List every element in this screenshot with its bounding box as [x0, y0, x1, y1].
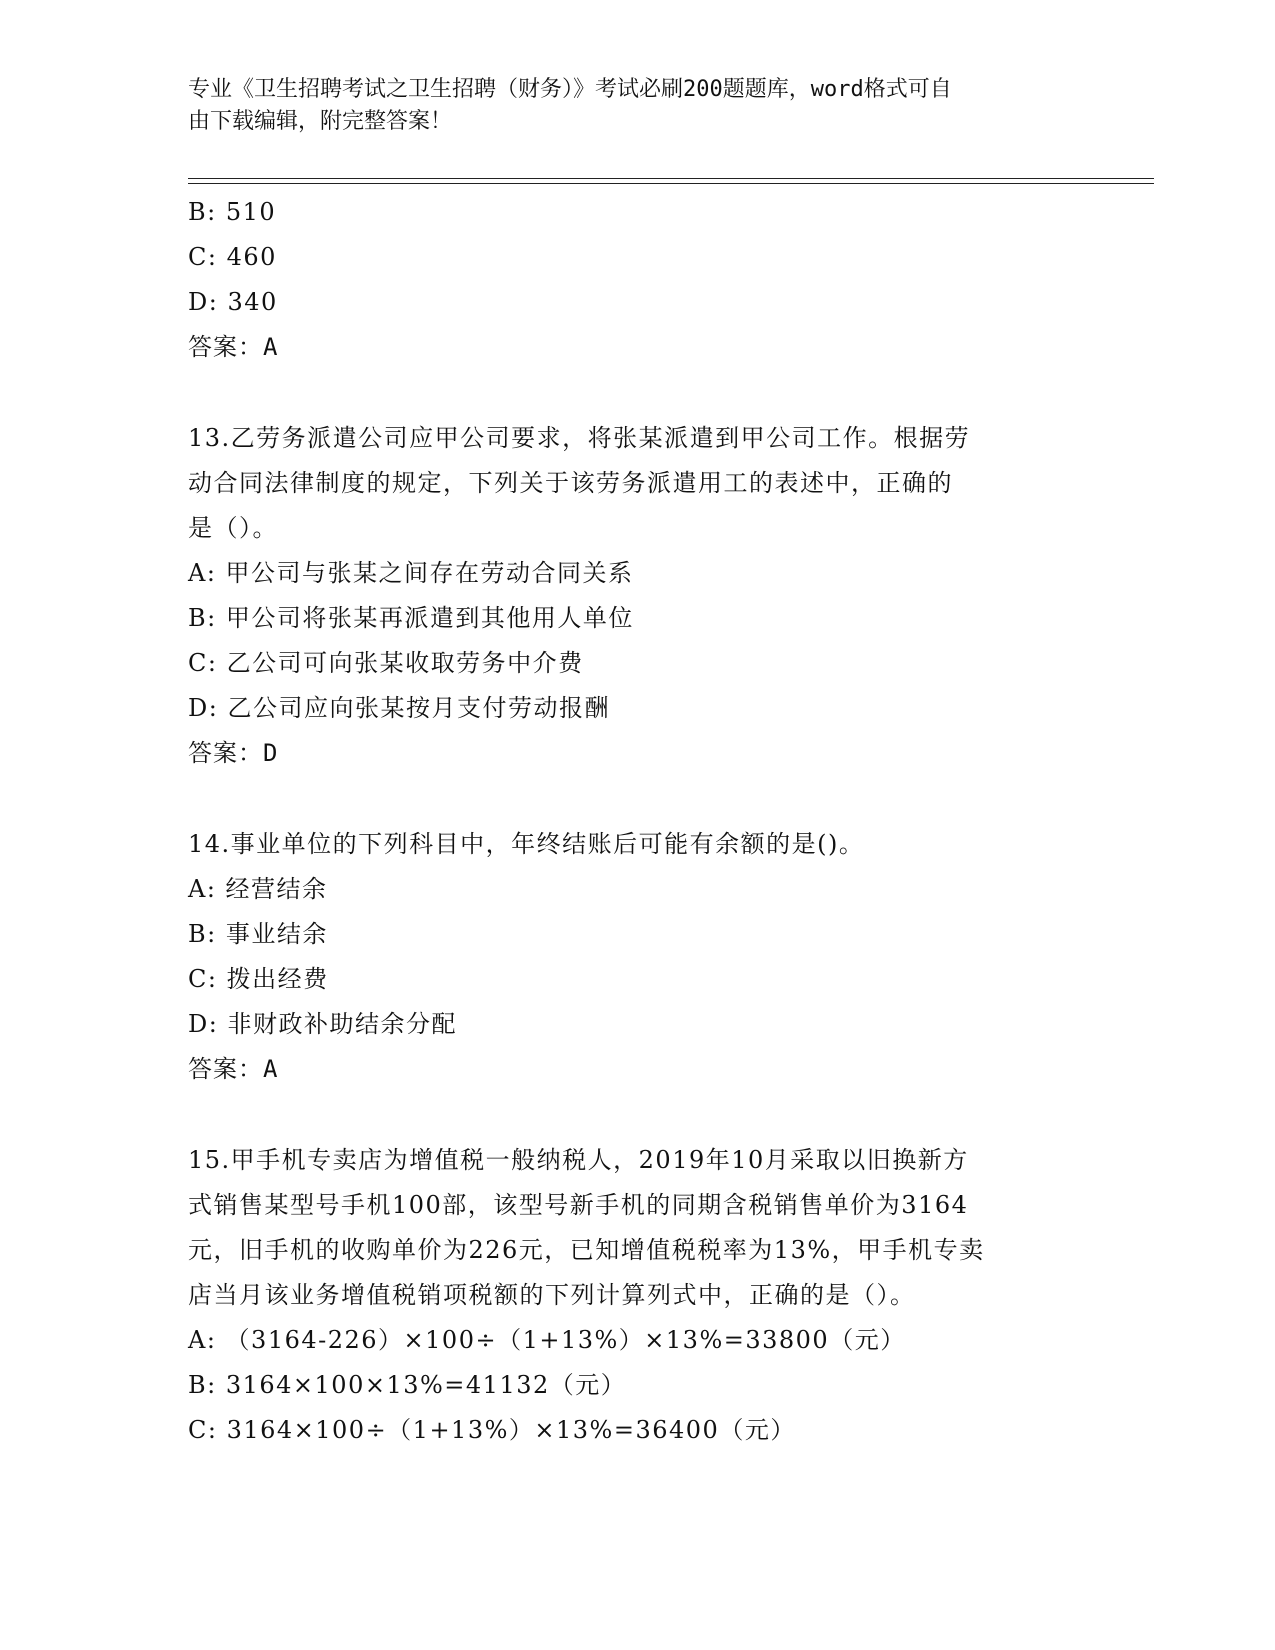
- answer: 答案：D: [188, 739, 279, 767]
- question-stem: 动合同法律制度的规定，下列关于该劳务派遣用工的表述中，正确的: [188, 469, 953, 497]
- question-stem: 15.甲手机专卖店为增值税一般纳税人，2019年10月采取以旧换新方: [188, 1146, 969, 1174]
- option-a: A: 经营结余: [188, 875, 328, 903]
- header-rule-top: [188, 178, 1154, 179]
- option-c: C: 拨出经费: [188, 965, 329, 993]
- header-line-1: 专业《卫生招聘考试之卫生招聘（财务）》考试必刷200题题库，word格式可自: [188, 77, 952, 102]
- question-15: [188, 1138, 1088, 1453]
- header-line-2: 由下载编辑，附完整答案！: [188, 109, 453, 134]
- question-stem: 是（）。: [188, 514, 278, 542]
- option-a: A: 甲公司与张某之间存在劳动合同关系: [188, 559, 634, 587]
- option-d: D: 非财政补助结余分配: [188, 1010, 457, 1038]
- page-header: [188, 74, 1068, 138]
- header-rule-bottom: [188, 183, 1154, 184]
- option-b: B: 510: [188, 198, 277, 226]
- question-14: [188, 822, 1088, 1092]
- option-c: C: 460: [188, 243, 277, 271]
- question-12-tail: [188, 190, 1088, 370]
- option-b: B: 事业结余: [188, 920, 328, 948]
- option-c: C: 乙公司可向张某收取劳务中介费: [188, 649, 584, 677]
- question-13: [188, 416, 1088, 776]
- question-stem: 店当月该业务增值税销项税额的下列计算列式中，正确的是（）。: [188, 1281, 916, 1309]
- question-stem: 13.乙劳务派遣公司应甲公司要求，将张某派遣到甲公司工作。根据劳: [188, 424, 971, 452]
- option-a: A: （3164-226）×100÷（1+13%）×13%=33800（元）: [188, 1326, 906, 1354]
- question-stem: 14.事业单位的下列科目中，年终结账后可能有余额的是()。: [188, 830, 865, 858]
- option-b: B: 3164×100×13%=41132（元）: [188, 1371, 627, 1399]
- answer: 答案：A: [188, 333, 279, 361]
- answer: 答案：A: [188, 1055, 279, 1083]
- document-body: [188, 190, 1088, 1453]
- question-stem: 式销售某型号手机100部，该型号新手机的同期含税销售单价为3164: [188, 1191, 969, 1219]
- option-d: D: 乙公司应向张某按月支付劳动报酬: [188, 694, 610, 722]
- question-stem: 元，旧手机的收购单价为226元，已知增值税税率为13%，甲手机专卖: [188, 1236, 985, 1264]
- option-c: C: 3164×100÷（1+13%）×13%=36400（元）: [188, 1416, 796, 1444]
- option-d: D: 340: [188, 288, 278, 316]
- option-b: B: 甲公司将张某再派遣到其他用人单位: [188, 604, 634, 632]
